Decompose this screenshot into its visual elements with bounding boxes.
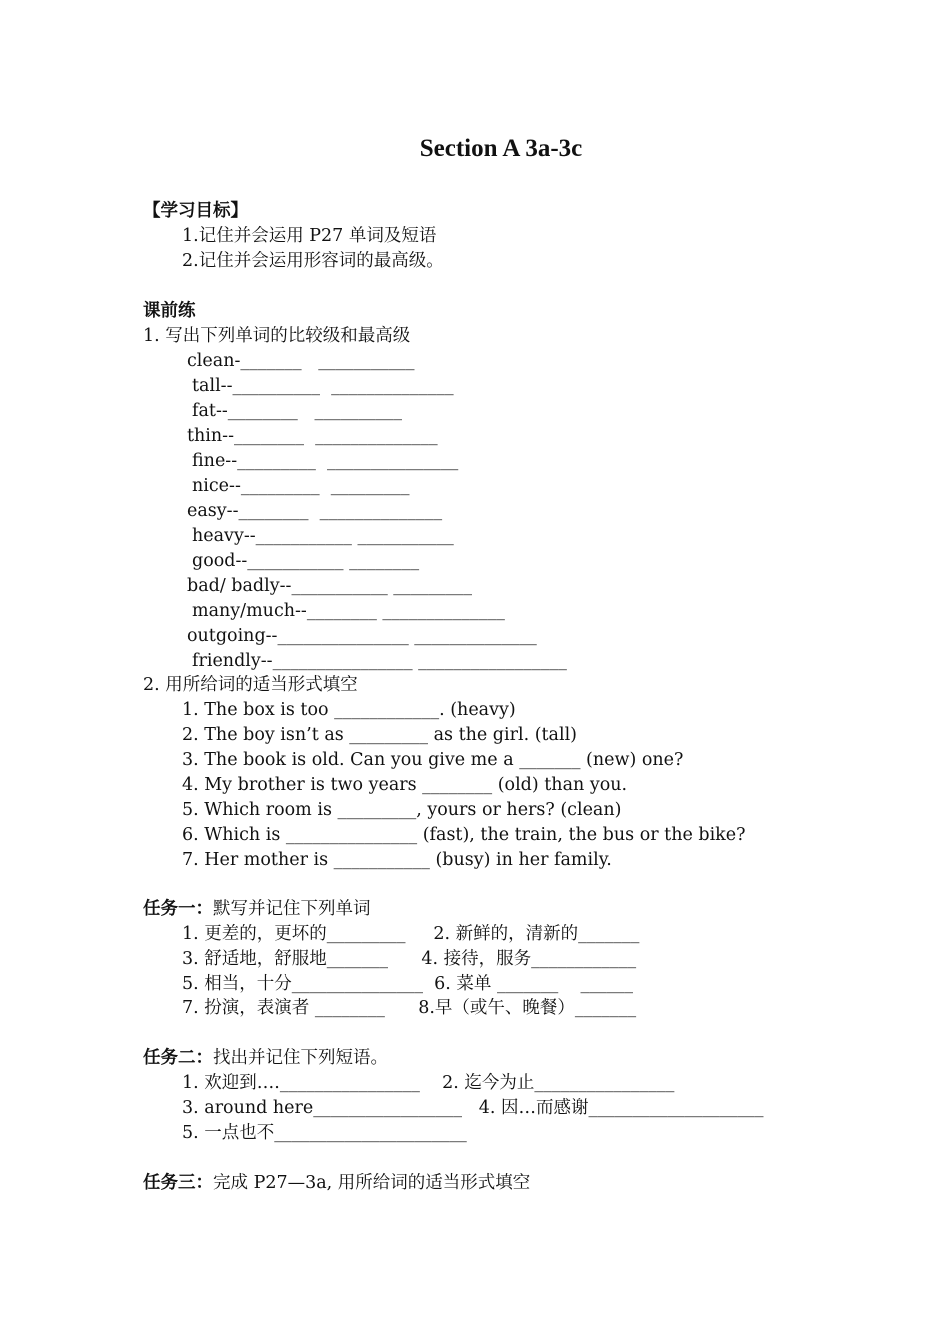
page-title: Section A 3a-3c [419, 135, 583, 162]
task3-text: 完成 P27—3a, 用所给词的适当形式填空 [213, 1173, 531, 1193]
sentence-item: 5. Which room is _________, yours or hers? (clean) [182, 800, 622, 820]
preview-heading: 课前练 [143, 301, 196, 321]
sentence-item: 4. My brother is two years ________ (old) than you. [182, 775, 628, 795]
word-item: friendly--________________ _________________ [192, 651, 567, 671]
task2-text: 找出并记住下列短语。 [213, 1048, 388, 1068]
task2-row: 1. 欢迎到….________________ 2. 迄今为止________________ [182, 1073, 675, 1093]
word-item: fat--________ __________ [192, 401, 402, 421]
part2-title: 2. 用所给词的适当形式填空 [143, 675, 358, 695]
word-item: good--___________ ________ [192, 551, 420, 571]
objective-item: 1.记住并会运用 P27 单词及短语 [182, 226, 437, 246]
task2-heading [143, 1046, 388, 1070]
word-item: tall--__________ ______________ [192, 376, 454, 396]
task1-row: 3. 舒适地，舒服地_______ 4. 接待，服务____________ [182, 949, 637, 969]
word-item: clean-_______ ___________ [187, 351, 415, 371]
word-item: outgoing--_______________ ______________ [187, 626, 537, 646]
word-item: thin--________ ______________ [187, 426, 438, 446]
task1-text: 默写并记住下列单词 [213, 899, 371, 919]
objectives-heading: 【学习目标】 [143, 201, 248, 221]
word-item: many/much--________ ______________ [192, 601, 505, 621]
task3-label: 任务三： [143, 1173, 213, 1193]
word-item: bad/ badly--___________ _________ [187, 576, 473, 596]
sentence-item: 2. The boy isn’t as _________ as the girl. (tall) [182, 725, 578, 745]
task1-row: 5. 相当，十分_______________ 6. 菜单 _______ ______ [182, 974, 633, 994]
task1-row: 7. 扮演，表演者 ________ 8.早（或午、晚餐）_______ [182, 998, 637, 1018]
task2-row: 5. 一点也不______________________ [182, 1123, 467, 1143]
word-item: fine--_________ _______________ [192, 451, 459, 471]
part1-title: 1. 写出下列单词的比较级和最高级 [143, 326, 411, 346]
sentence-item: 3. The book is old. Can you give me a _______ (new) one? [182, 750, 684, 770]
sentence-item: 1. The box is too ____________. (heavy) [182, 700, 516, 720]
sentence-item: 7. Her mother is ___________ (busy) in her family. [182, 850, 612, 870]
objective-item: 2.记住并会运用形容词的最高级。 [182, 251, 444, 271]
word-item: easy--________ ______________ [187, 501, 443, 521]
word-item: nice--_________ _________ [192, 476, 410, 496]
task2-label: 任务二： [143, 1048, 213, 1068]
sentence-item: 6. Which is _______________ (fast), the train, the bus or the bike? [182, 825, 746, 845]
task1-row: 1. 更差的，更坏的_________ 2. 新鲜的，清新的_______ [182, 924, 640, 944]
word-item: heavy--___________ ___________ [192, 526, 454, 546]
task3-heading [143, 1171, 530, 1195]
task1-heading [143, 897, 371, 921]
task2-row: 3. around here_________________ 4. 因…而感谢____________________ [182, 1098, 764, 1118]
task1-label: 任务一： [143, 899, 213, 919]
